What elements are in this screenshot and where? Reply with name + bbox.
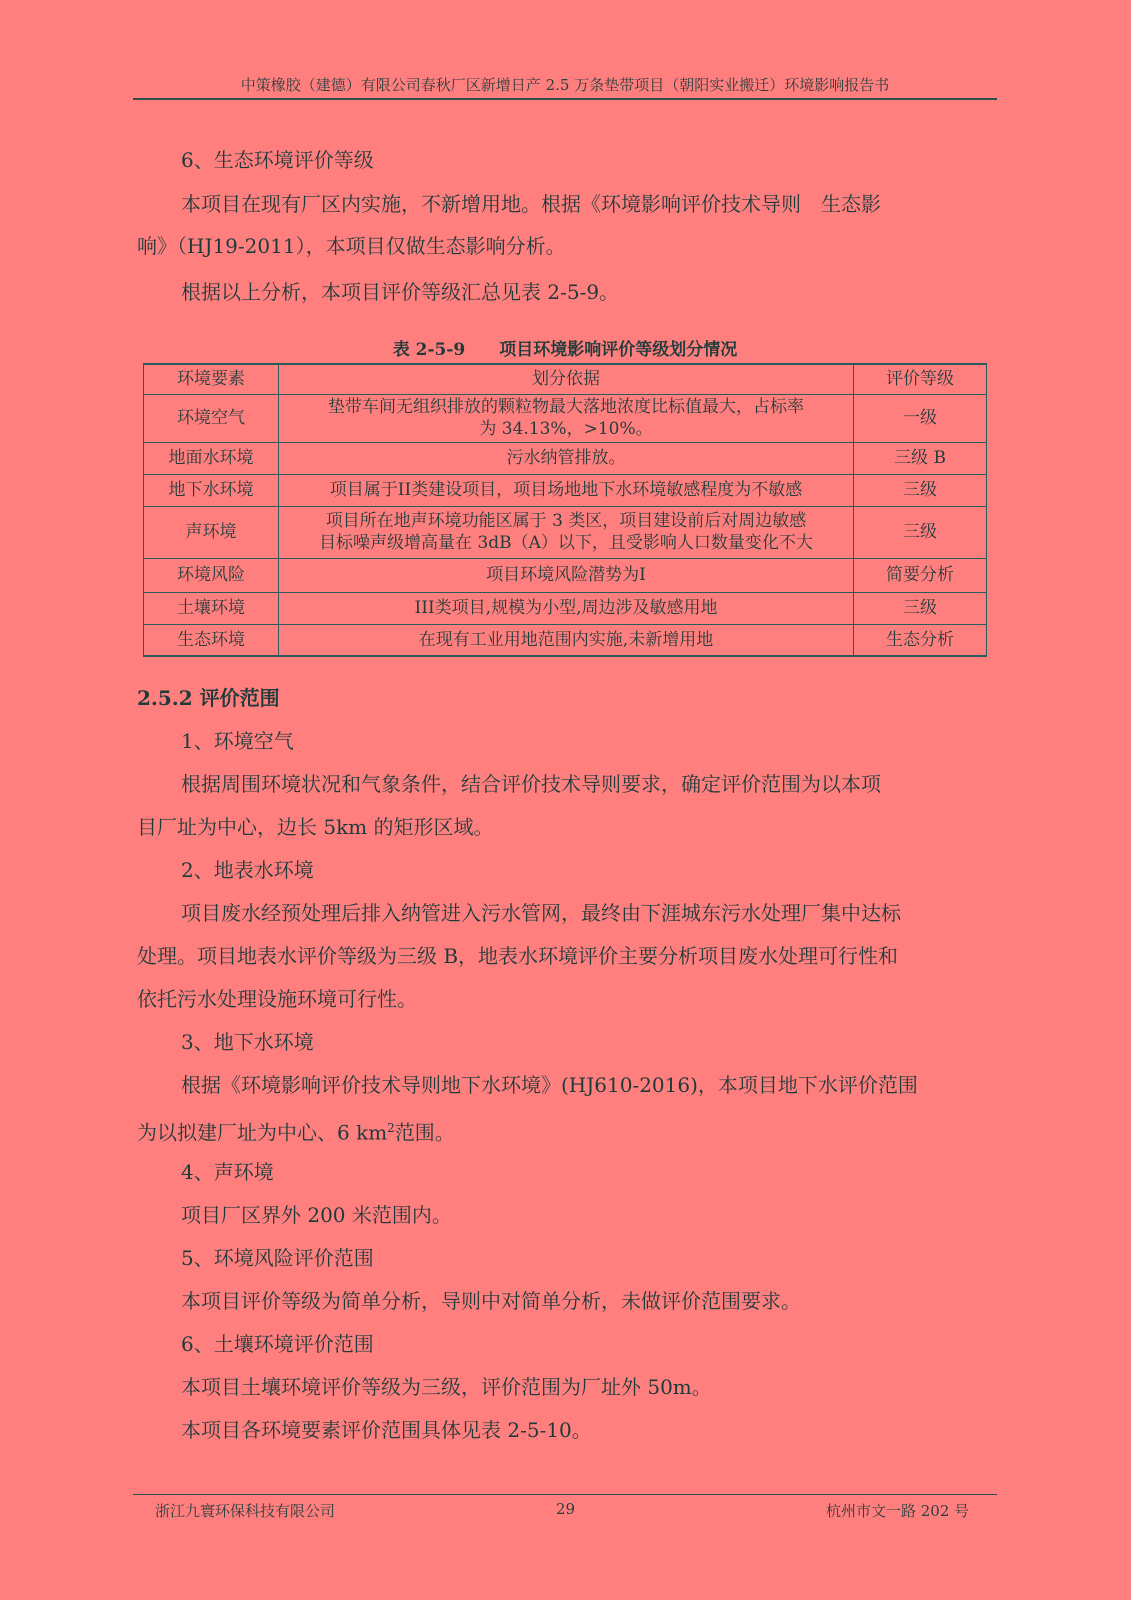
paragraph-line: 根据《环境影响评价技术导则地下水环境》(HJ610-2016)，本项目地下水评价范围 — [181, 1073, 918, 1097]
table-row — [144, 624, 987, 656]
footer-rule — [133, 1494, 997, 1495]
paragraph-line: 根据周围环境状况和气象条件，结合评价技术导则要求，确定评价范围为以本项 — [181, 772, 881, 796]
text-run: 为以拟建厂址为中心、6 km — [137, 1120, 388, 1145]
paragraph-line: 本项目在现有厂区内实施，不新增用地。根据《环境影响评价技术导则 生态影 — [181, 192, 881, 216]
basis-cell: III类项目,规模为小型,周边涉及敏感用地 — [279, 592, 854, 624]
grade-cell: 简要分析 — [854, 558, 987, 592]
basis-cell — [279, 394, 854, 442]
subsection-heading: 1、环境空气 — [181, 729, 294, 753]
grade-cell: 生态分析 — [854, 624, 987, 656]
paragraph-line: 本项目各环境要素评价范围具体见表 2-5-10。 — [181, 1418, 592, 1442]
basis-cell: 项目环境风险潜势为I — [279, 558, 854, 592]
section-heading: 2.5.2 评价范围 — [137, 686, 280, 710]
element-cell: 环境风险 — [144, 558, 279, 592]
grade-cell: 三级 — [854, 506, 987, 558]
page-header: 中策橡胶（建德）有限公司春秋厂区新增日产 2.5 万条垫带项目（朝阳实业搬迁）环境影响报告书 — [240, 76, 890, 94]
paragraph-line: 根据以上分析，本项目评价等级汇总见表 2-5-9。 — [181, 280, 620, 304]
paragraph-line — [137, 1116, 455, 1145]
grade-cell: 三级 — [854, 592, 987, 624]
element-cell: 声环境 — [144, 506, 279, 558]
basis-cell: 项目属于II类建设项目，项目场地地下水环境敏感程度为不敏感 — [279, 474, 854, 506]
paragraph-line: 项目废水经预处理后排入纳管进入污水管网，最终由下涯城东污水处理厂集中达标 — [181, 901, 901, 925]
element-cell: 地下水环境 — [144, 474, 279, 506]
table-row — [144, 592, 987, 624]
subsection-heading: 2、地表水环境 — [181, 858, 314, 882]
paragraph-line: 依托污水处理设施环境可行性。 — [137, 987, 417, 1011]
paragraph-line: 本项目土壤环境评价等级为三级，评价范围为厂址外 50m。 — [181, 1375, 712, 1399]
basis-line: 为 34.13%，>10%。 — [479, 419, 653, 439]
eco-grade-heading: 6、生态环境评价等级 — [181, 148, 374, 172]
table-row — [144, 558, 987, 592]
element-cell: 土壤环境 — [144, 592, 279, 624]
superscript: 2 — [387, 1121, 395, 1135]
basis-cell: 在现有工业用地范围内实施,未新增用地 — [279, 624, 854, 656]
element-cell: 环境空气 — [144, 394, 279, 442]
table-row — [144, 442, 987, 474]
basis-cell — [279, 506, 854, 558]
subsection-heading: 3、地下水环境 — [181, 1030, 314, 1054]
table-header-row — [144, 364, 987, 394]
element-cell: 地面水环境 — [144, 442, 279, 474]
basis-line: 垫带车间无组织排放的颗粒物最大落地浓度比标值最大，占标率 — [328, 397, 804, 417]
paragraph-line: 目厂址为中心，边长 5km 的矩形区域。 — [137, 815, 494, 839]
subsection-heading: 6、土壤环境评价范围 — [181, 1332, 374, 1356]
grade-cell: 三级 — [854, 474, 987, 506]
element-cell: 生态环境 — [144, 624, 279, 656]
table-row — [144, 506, 987, 558]
grade-cell: 三级 B — [854, 442, 987, 474]
basis-line: 项目所在地声环境功能区属于 3 类区，项目建设前后对周边敏感 — [325, 511, 807, 531]
header-cell: 评价等级 — [854, 364, 987, 394]
subsection-heading: 5、环境风险评价范围 — [181, 1246, 374, 1270]
header-cell: 划分依据 — [279, 364, 854, 394]
table-row — [144, 474, 987, 506]
paragraph-line: 本项目评价等级为简单分析，导则中对简单分析，未做评价范围要求。 — [181, 1289, 801, 1313]
table-caption: 表 2-5-9 项目环境影响评价等级划分情况 — [392, 340, 738, 360]
basis-cell: 污水纳管排放。 — [279, 442, 854, 474]
table-row — [144, 394, 987, 442]
paragraph-line: 处理。项目地表水评价等级为三级 B，地表水环境评价主要分析项目废水处理可行性和 — [137, 944, 899, 968]
footer-address: 杭州市文一路 202 号 — [826, 1502, 970, 1520]
text-run: 范围。 — [394, 1120, 455, 1145]
grade-table — [143, 363, 987, 657]
page-number: 29 — [555, 1500, 576, 1518]
subsection-heading: 4、声环境 — [181, 1160, 274, 1184]
paragraph-line: 响》（HJ19-2011），本项目仅做生态影响分析。 — [137, 234, 566, 258]
grade-cell: 一级 — [854, 394, 987, 442]
header-rule — [133, 98, 997, 100]
paragraph-line: 项目厂区界外 200 米范围内。 — [181, 1203, 452, 1227]
basis-line: 目标噪声级增高量在 3dB（A）以下，且受影响人口数量变化不大 — [319, 533, 813, 553]
header-cell: 环境要素 — [144, 364, 279, 394]
footer-company: 浙江九寰环保科技有限公司 — [155, 1502, 336, 1520]
